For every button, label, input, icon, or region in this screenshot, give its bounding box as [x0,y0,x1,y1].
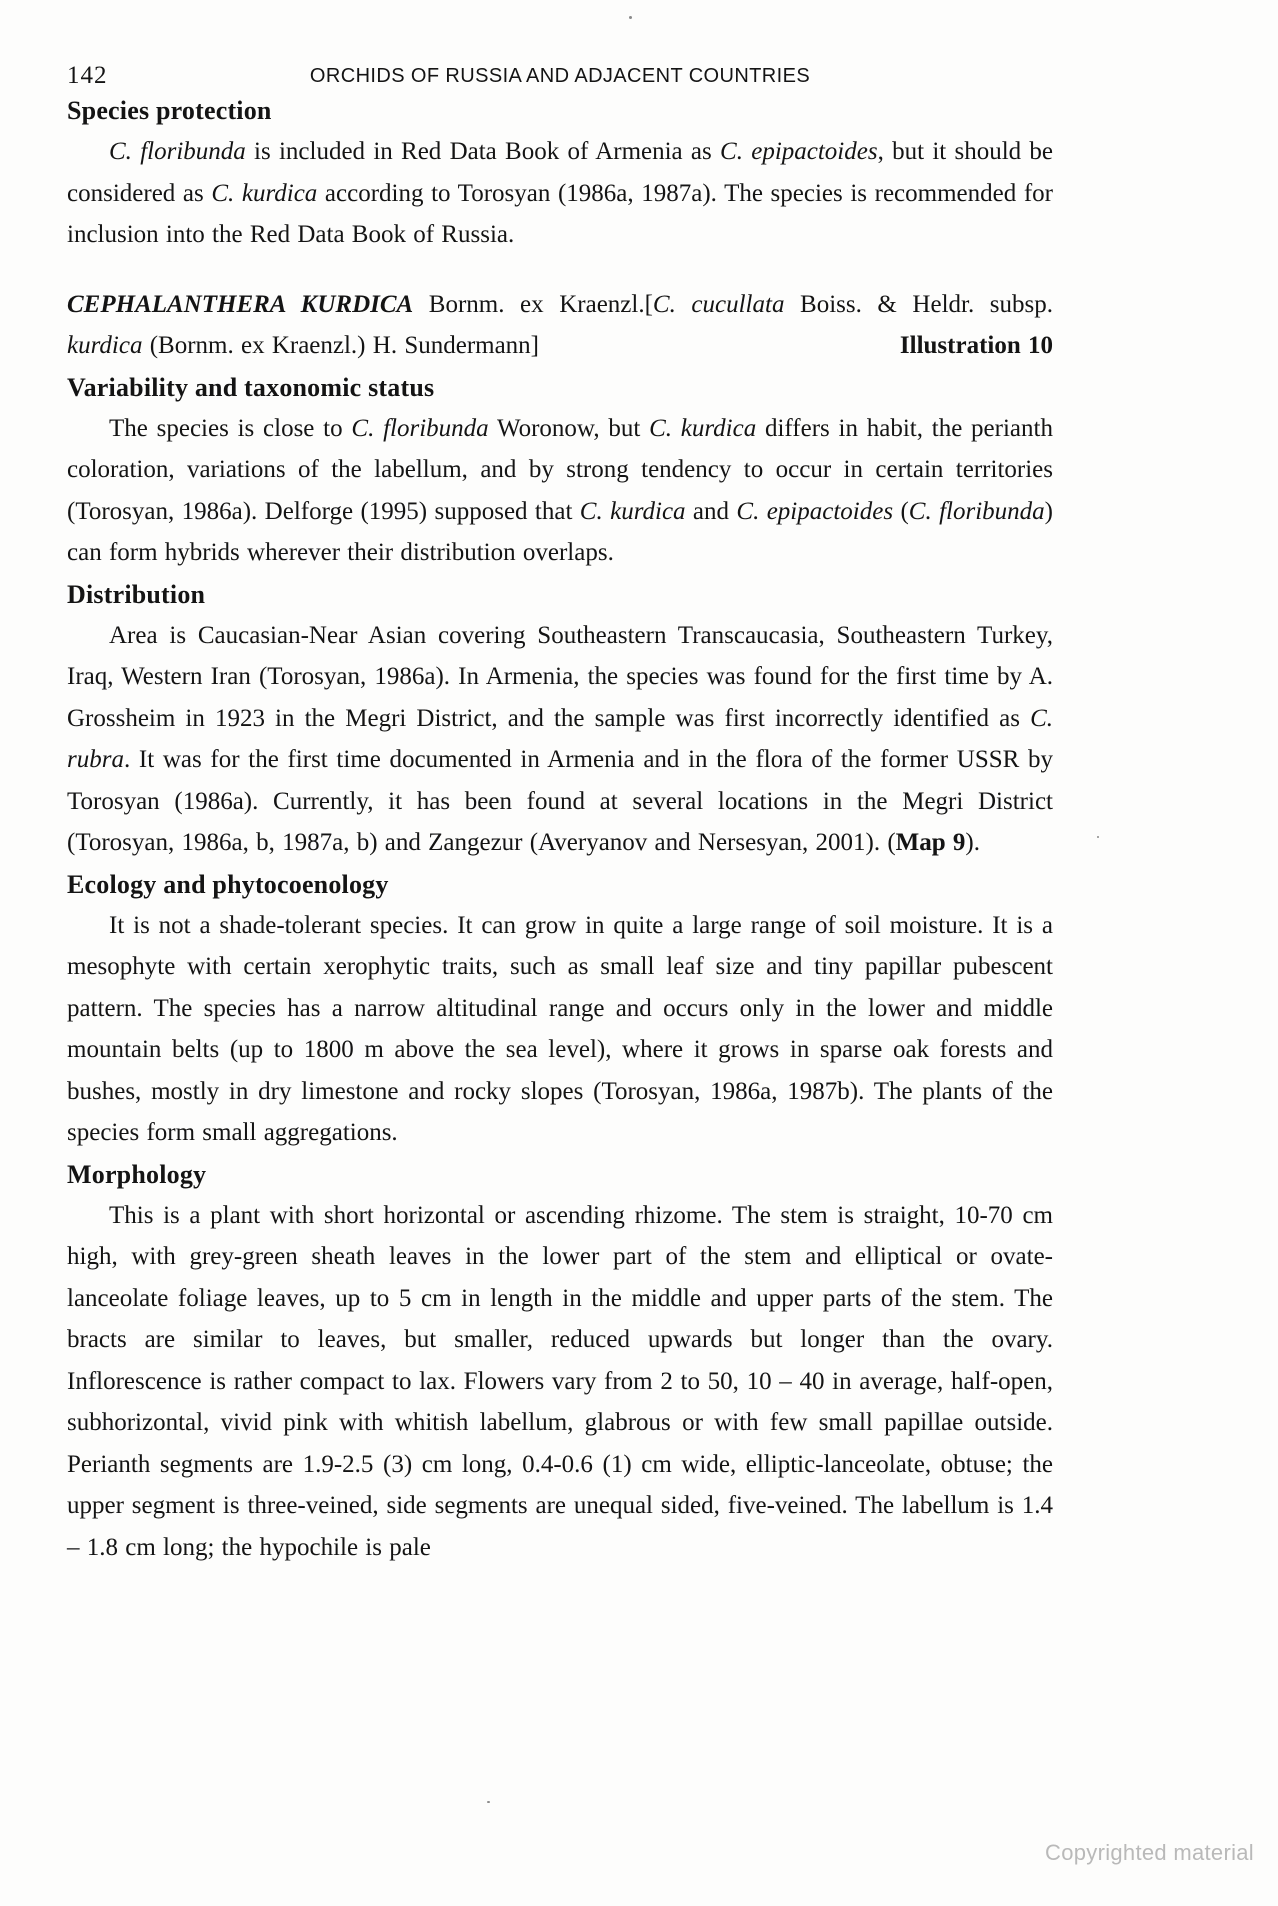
illustration-reference: Illustration 10 [899,332,1053,359]
paragraph-ecology: It is not a shade-tolerant species. It can grow in quite a large range of soil moisture. It is a mesophyte with certain xerophytic traits, such as small leaf size and tiny papillar pubescent pattern. The species has a narrow altitudinal range and occurs only in the lower and middle mountain belts (up to 1800 m above the sea level), where it grows in sparse oak forests and bushes, mostly in dry limestone and rocky slopes (Torosyan, 1986a, 1987b). The plants of the species form small aggregations. [67,911,1053,1146]
text-column [67,62,1053,1568]
paragraph-species-protection: C. floribunda is included in Red Data Book of Armenia as C. epipactoides, but it should be considered as C. kurdica according to Torosyan (1986a, 1987a). The species is recommended for inclusion into the Red Data Book of Russia. [67,138,1054,248]
running-head-title: ORCHIDS OF RUSSIA AND ADJACENT COUNTRIES [309,65,811,87]
section-heading-ecology: Ecology and phytocoenology [67,869,389,899]
section-heading-morphology: Morphology [67,1159,207,1189]
section-heading-distribution: Distribution [67,579,206,609]
scan-artifact [1097,836,1099,838]
page-number: 142 [67,62,108,89]
section-heading-variability: Variability and taxonomic status [67,372,435,402]
section-heading-species-protection: Species protection [67,96,272,125]
scan-artifact [487,1801,490,1803]
species-entry-name: CEPHALANTHERA KURDICA Bornm. ex Kraenzl.[C. cucullata Boiss. & Heldr. subsp. kurdica (Bornm. ex Kraenzl.) H. Sundermann] [67,290,1054,359]
species-entry-heading [67,284,1053,367]
paragraph-morphology: This is a plant with short horizontal or ascending rhizome. The stem is straight, 10-70 cm high, with grey-green sheath leaves in the lower part of the stem and elliptical or ovate-lanceolate foliage leaves, up to 5 cm in length in the middle and upper parts of the stem. The bracts are similar to leaves, but smaller, reduced upwards but longer than the ovary. Inflorescence is rather compact to lax. Flowers vary from 2 to 50, 10 – 40 in average, half-open, subhorizontal, vivid pink with whitish labellum, glabrous or with few small papillae outside. Perianth segments are 1.9-2.5 (3) cm long, 0.4-0.6 (1) cm wide, elliptic-lanceolate, obtuse; the upper segment is three-veined, side segments are unequal sided, five-veined. The labellum is 1.4 – 1.8 cm long; the hypochile is pale [67,1201,1053,1561]
scan-artifact [629,16,632,19]
paragraph-distribution: Area is Caucasian-Near Asian covering Southeastern Transcaucasia, Southeastern Turkey, Iraq, Western Iran (Torosyan, 1986a). In Armenia, the species was found for the first time by A. Grossheim in 1923 in the Megri District, and the sample was first incorrectly identified as C. rubra. It was for the first time documented in Armenia and in the flora of the former USSR by Torosyan (1986a). Currently, it has been found at several locations in the Megri District (Torosyan, 1986a, b, 1987a, b) and Zangezur (Averyanov and Nersesyan, 2001). (Map 9). [67,621,1053,856]
paragraph-variability: The species is close to C. floribunda Woronow, but C. kurdica differs in habit, the perianth coloration, variations of the labellum, and by strong tendency to occur in certain territories (Torosyan, 1986a). Delforge (1995) supposed that C. kurdica and C. epipactoides (C. floribunda) can form hybrids wherever their distribution overlaps. [67,414,1053,566]
watermark: Copyrighted material [1045,1840,1254,1865]
page-header [67,62,1053,90]
